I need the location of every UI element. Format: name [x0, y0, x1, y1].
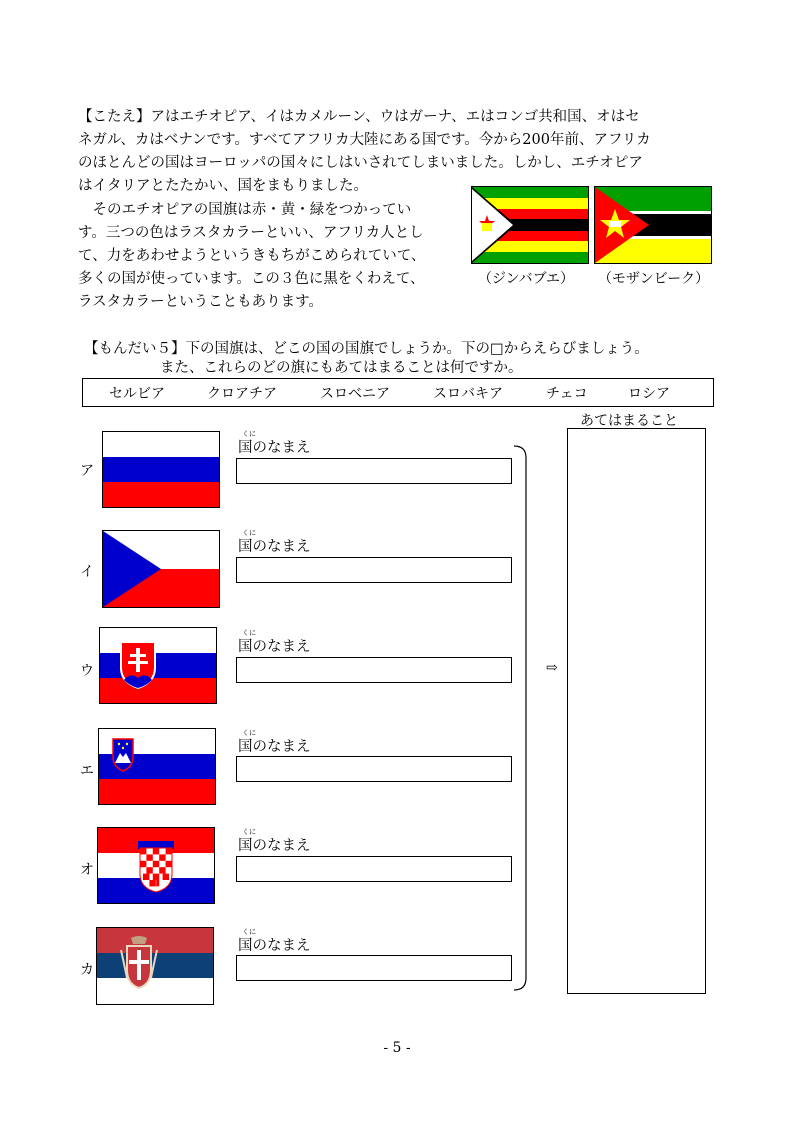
answer-box[interactable] [567, 428, 706, 994]
intro-line-5: そのエチオピアの国旗は赤・黄・緑をつかってい [78, 202, 412, 218]
name-label-o: 国のなまえ [238, 838, 311, 854]
name-label-e: 国のなまえ [238, 739, 311, 755]
question-line-2: また、これらのどの旗にもあてはまることは何ですか。 [160, 360, 523, 376]
item-letter-o: オ [80, 862, 94, 878]
flag-czech-image [102, 530, 220, 608]
name-input-o[interactable] [236, 856, 512, 882]
zimbabwe-caption: （ジンバブエ） [478, 271, 574, 287]
name-label-a: 国のなまえ [238, 440, 311, 456]
choice-russia: ロシア [628, 385, 670, 402]
name-label-i: 国のなまえ [238, 539, 311, 555]
name-input-e[interactable] [236, 756, 512, 782]
flag-slovenia-image [98, 728, 216, 805]
brace-icon [512, 444, 532, 992]
name-input-ka[interactable] [236, 955, 512, 981]
page-number: - 5 - [383, 1040, 411, 1056]
flag-croatia-image [97, 827, 215, 904]
name-input-a[interactable] [236, 458, 512, 484]
item-letter-ka: カ [80, 962, 94, 978]
ruby-kuni-u: くに [242, 629, 256, 637]
name-label-ka: 国のなまえ [238, 938, 311, 954]
item-letter-a: ア [80, 463, 94, 479]
choice-croatia: クロアチア [207, 385, 277, 402]
intro-line-1: 【こたえ】アはエチオピア、イはカメルーン、ウはガーナ、エはコンゴ共和国、オはセ [78, 109, 640, 125]
flag-slovakia-image [99, 627, 217, 704]
item-letter-u: ウ [80, 663, 94, 679]
arrow-icon: ⇨ [546, 660, 558, 676]
intro-line-2: ネガル、カはベナンです。すべてアフリカ大陸にある国です。今から200年前、アフリカ [78, 132, 651, 148]
choices-box [82, 378, 714, 407]
flag-serbia-image [96, 927, 214, 1005]
mozambique-caption: （モザンビーク） [598, 271, 710, 287]
ruby-kuni-a: くに [242, 430, 256, 438]
intro-line-7: て、力をあわせようというきもちがこめられていて、 [78, 248, 426, 264]
choice-serbia: セルビア [109, 385, 165, 402]
mozambique-flag-image [594, 186, 712, 264]
intro-line-4: はイタリアとたたかい、国をまもりました。 [78, 178, 368, 194]
intro-line-9: ラスタカラーということもあります。 [78, 294, 323, 310]
intro-line-8: 多くの国が使っています。この３色に黒をくわえて、 [78, 271, 425, 287]
item-letter-e: エ [80, 763, 94, 779]
ruby-kuni-ka: くに [242, 928, 256, 936]
name-input-u[interactable] [236, 657, 512, 683]
zimbabwe-flag-image [471, 186, 589, 264]
name-input-i[interactable] [236, 557, 512, 583]
intro-line-6: す。三つの色はラスタカラーといい、アフリカ人とし [78, 225, 424, 241]
choice-slovenia: スロベニア [320, 385, 390, 402]
ruby-kuni-e: くに [242, 729, 256, 737]
name-label-u: 国のなまえ [238, 639, 311, 655]
ruby-kuni-i: くに [242, 529, 256, 537]
ruby-kuni-o: くに [242, 828, 256, 836]
intro-line-3: のほとんどの国はヨーロッパの国々にしはいされてしまいました。しかし、エチオピア [78, 155, 643, 171]
choice-czech: チェコ [546, 385, 588, 402]
question-line-1: 【もんだい５】下の国旗は、どこの国の国旗でしょうか。下の□からえらびましょう。 [84, 341, 649, 357]
item-letter-i: イ [80, 564, 94, 580]
answer-header: あてはまること [580, 413, 678, 429]
flag-russia-image [102, 431, 220, 508]
choice-slovakia: スロバキア [433, 385, 503, 402]
